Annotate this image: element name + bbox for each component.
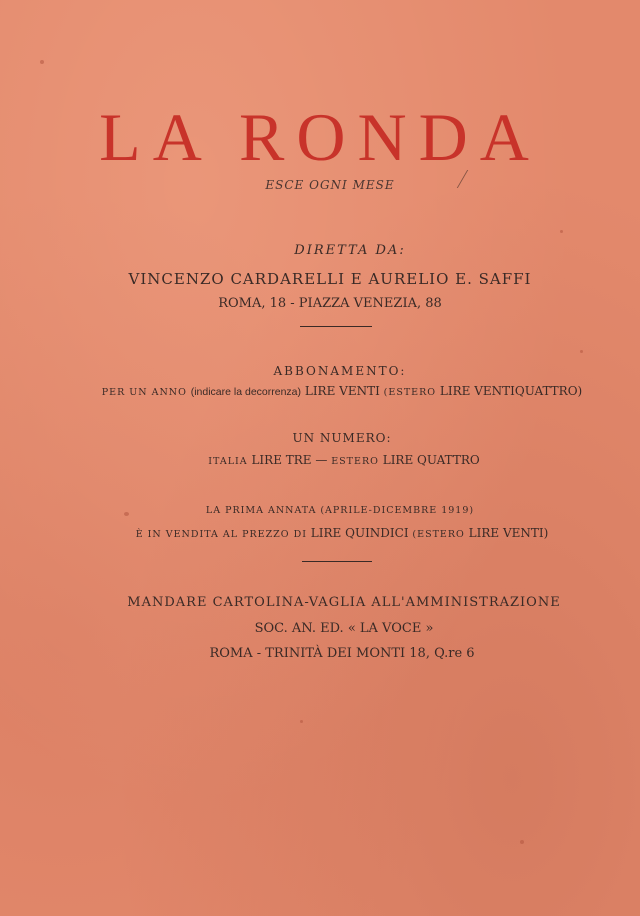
mailing-line-1: MANDARE CARTOLINA-VAGLIA ALL'AMMINISTRAZIONE (127, 595, 561, 610)
divider (302, 561, 372, 562)
subscription-foreign-prefix: (ESTERO (383, 387, 437, 398)
first-year-foreign-price: LIRE VENTI) (468, 526, 549, 540)
first-year-prefix: LA PRIMA ANNATA (205, 505, 317, 516)
subscription-heading: ABBONAMENTO: (273, 364, 407, 378)
italy-label: ITALIA (208, 456, 248, 467)
paper-speck (124, 512, 129, 516)
single-issue-line (24, 453, 640, 467)
paper-speck (580, 350, 583, 353)
subscription-price: LIRE VENTI (304, 384, 380, 398)
first-year-foreign: (ESTERO (412, 529, 465, 540)
editorial-address: ROMA, 18 - PIAZZA VENEZIA, 88 (218, 296, 442, 311)
paper-speck (40, 60, 44, 64)
subscription-foreign-price: LIRE VENTIQUATTRO) (439, 384, 583, 398)
single-issue-heading: UN NUMERO: (292, 431, 392, 445)
first-year-period: (APRILE-DICEMBRE 1919) (320, 505, 475, 516)
separator: — (315, 453, 328, 467)
paper-speck (300, 720, 303, 723)
mailing-line-2: SOC. AN. ED. « LA VOCE » (254, 621, 434, 636)
subscription-line (22, 384, 640, 398)
first-year-line-2 (22, 526, 640, 540)
first-year-price: LIRE QUINDICI (310, 526, 409, 540)
divider (300, 326, 372, 327)
first-year-line-1 (20, 502, 640, 516)
italy-price: LIRE TRE (251, 453, 312, 467)
abroad-price: LIRE QUATTRO (382, 453, 480, 467)
subtitle: ESCE OGNI MESE (265, 178, 395, 192)
directed-by-label: DIRETTA DA: (294, 243, 406, 258)
paper-speck (520, 840, 524, 844)
paper-speck (560, 230, 563, 233)
first-year-sale-prefix: È IN VENDITA AL PREZZO DI (135, 529, 307, 540)
editors: VINCENZO CARDARELLI E AURELIO E. SAFFI (128, 270, 532, 288)
subscription-note: (indicare la decorrenza) (190, 386, 302, 398)
abroad-label: ESTERO (331, 456, 379, 467)
subscription-prefix: PER UN ANNO (101, 387, 187, 398)
mailing-line-3: ROMA - TRINITÀ DEI MONTI 18, Q.re 6 (209, 646, 475, 661)
magazine-title: LA RONDA (99, 99, 541, 175)
